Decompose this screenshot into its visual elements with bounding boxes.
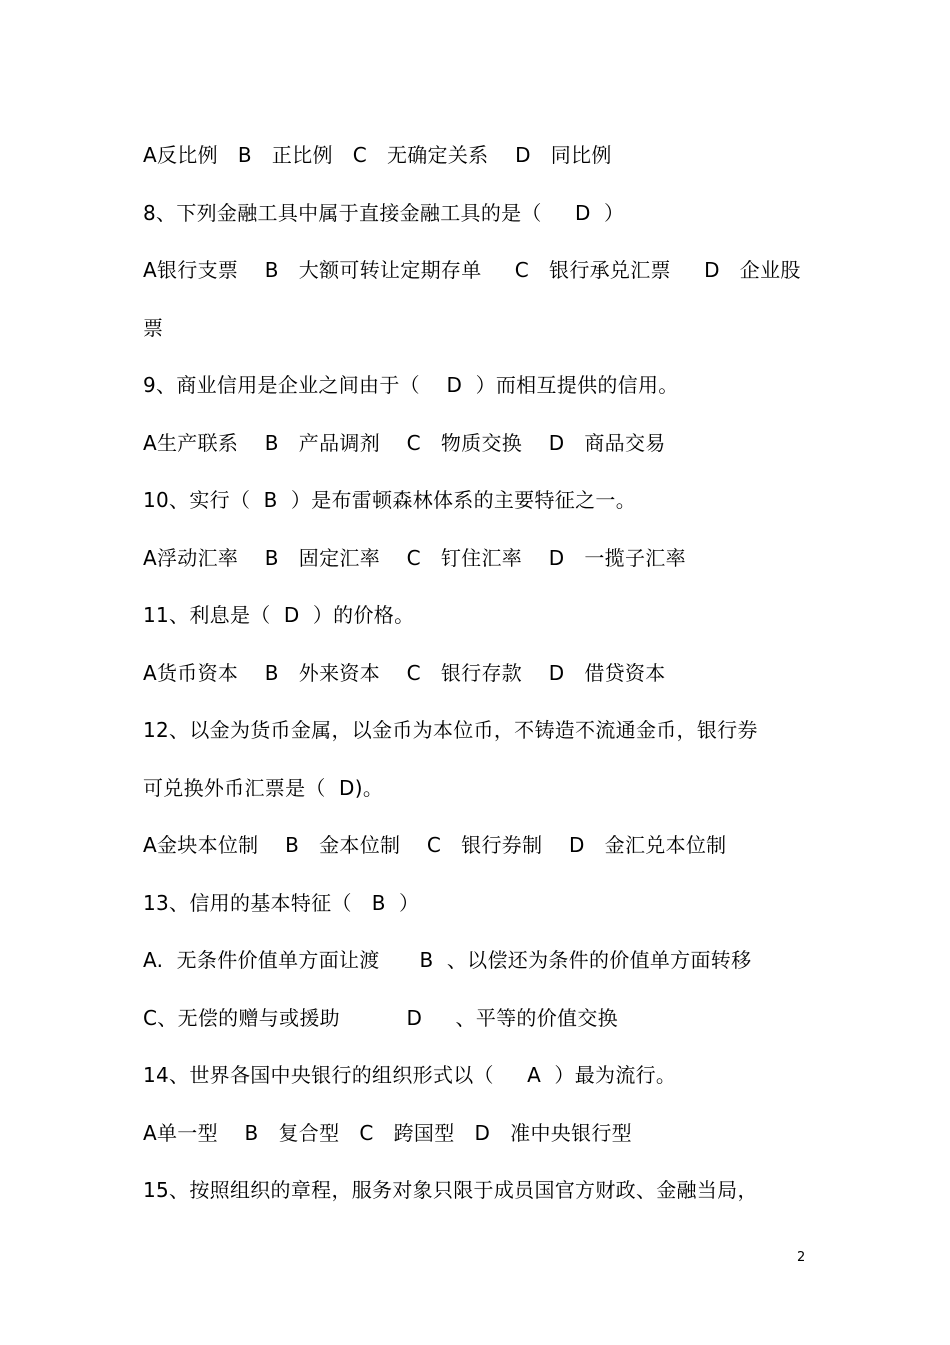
question-10: 10、实行（ B ）是布雷顿森林体系的主要特征之一。 [143, 488, 636, 512]
question-12-continued: 可兑换外币汇票是（ D)。 [143, 776, 384, 800]
page-number: 2 [797, 1250, 806, 1265]
option-line-q13-ab: A. 无条件价值单方面让渡 B 、以偿还为条件的价值单方面转移 [143, 948, 752, 972]
option-line-q8-continued: 票 [143, 316, 164, 340]
question-11: 11、利息是（ D ）的价格。 [143, 603, 415, 627]
question-13: 13、信用的基本特征（ B ） [143, 891, 420, 915]
option-line-q8: A银行支票 B 大额可转让定期存单 C 银行承兑汇票 D 企业股 [143, 258, 801, 282]
question-12: 12、以金为货币金属，以金币为本位币，不铸造不流通金币，银行券 [143, 718, 758, 742]
option-line-q14: A单一型 B 复合型 C 跨国型 D 准中央银行型 [143, 1121, 632, 1145]
option-line-q11: A货币资本 B 外来资本 C 银行存款 D 借贷资本 [143, 661, 666, 685]
option-line-q12: A金块本位制 B 金本位制 C 银行券制 D 金汇兑本位制 [143, 833, 727, 857]
option-line-q13-cd: C、无偿的赠与或援助 D 、平等的价值交换 [143, 1006, 618, 1030]
option-line-q9: A生产联系 B 产品调剂 C 物质交换 D 商品交易 [143, 431, 666, 455]
question-8: 8、下列金融工具中属于直接金融工具的是（ D ） [143, 201, 625, 225]
question-15: 15、按照组织的章程，服务对象只限于成员国官方财政、金融当局， [143, 1178, 758, 1202]
question-14: 14、世界各国中央银行的组织形式以（ A ）最为流行。 [143, 1063, 677, 1087]
option-line-q7: A反比例 B 正比例 C 无确定关系 D 同比例 [143, 143, 612, 167]
option-line-q10: A浮动汇率 B 固定汇率 C 钉住汇率 D 一揽子汇率 [143, 546, 686, 570]
question-9: 9、商业信用是企业之间由于（ D ）而相互提供的信用。 [143, 373, 679, 397]
